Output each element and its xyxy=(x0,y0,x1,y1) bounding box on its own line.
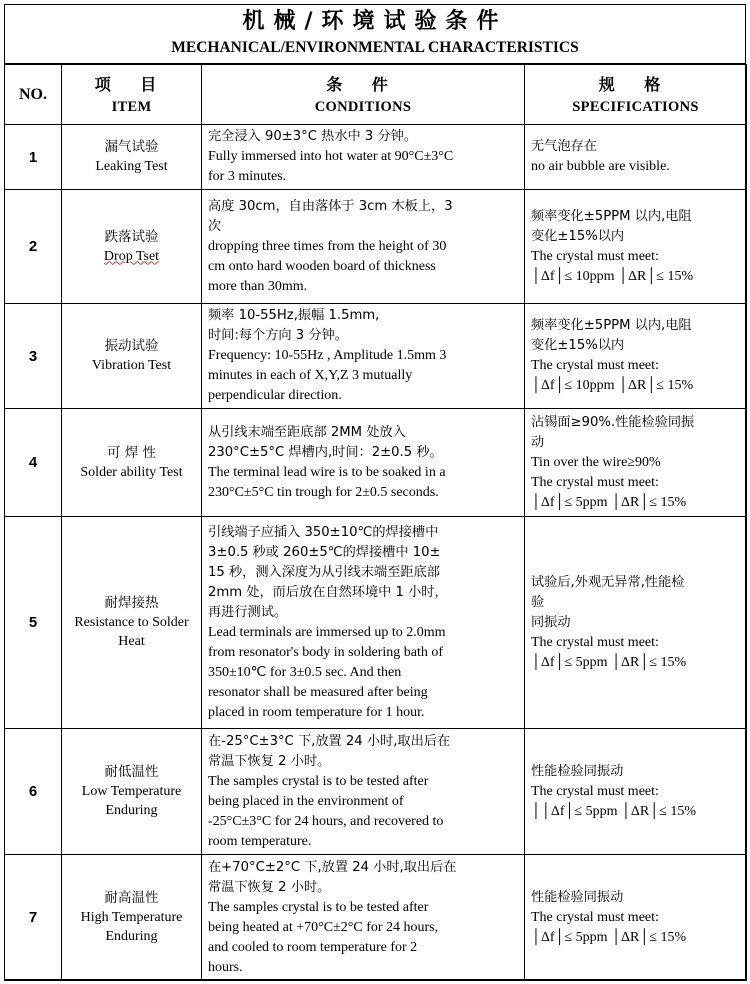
condition-line: Fully immersed into hot water at 90°C±3°C xyxy=(208,149,454,164)
condition-line: minutes in each of X,Y,Z 3 mutually xyxy=(208,368,413,383)
row-number: 3 xyxy=(5,304,62,409)
condition-line: 350±10℃ for 3±0.5 sec. And then xyxy=(208,664,402,680)
condition-line: for 3 minutes. xyxy=(208,169,287,184)
specification-line: 性能检验同振动 xyxy=(531,889,624,905)
item-cell xyxy=(62,517,202,729)
document-title xyxy=(5,5,745,64)
item-name-en: Leaking Test xyxy=(95,159,168,174)
row-number: 2 xyxy=(5,190,62,304)
conditions-cell xyxy=(202,190,525,304)
condition-line: dropping three times from the height of 30 xyxy=(208,238,447,254)
item-name-cn: 振动试验 xyxy=(104,338,159,354)
condition-line: being placed in the environment of xyxy=(208,793,404,809)
item-cell xyxy=(62,409,202,517)
item-cell xyxy=(62,855,202,981)
specifications-cell xyxy=(525,304,747,409)
specification-line: The crystal must meet: xyxy=(531,474,659,490)
condition-line: being heated at +70°C±2°C for 24 hours, xyxy=(208,919,439,935)
condition-line: and cooled to room temperature for 2 xyxy=(208,939,418,955)
specification-line: The crystal must meet: xyxy=(531,634,659,650)
specification-line: The crystal must meet: xyxy=(531,248,659,264)
header-specifications-cn: 规 格 xyxy=(598,74,673,94)
item-cell xyxy=(62,125,202,190)
specification-line: │Δf│≤ 10ppm │ΔR│≤ 15% xyxy=(531,268,694,284)
header-specifications-en: SPECIFICATIONS xyxy=(572,98,699,115)
specification-line: 动 xyxy=(531,434,545,450)
specification-line: 性能检验同振动 xyxy=(531,763,624,779)
condition-line: 从引线末端至距底部 2MM 处放入 xyxy=(208,424,406,440)
condition-line: 2mm 处，而后放在自然环境中 1 小时， xyxy=(208,584,448,600)
specification-line: The crystal must meet: xyxy=(531,783,659,799)
condition-line: perpendicular direction. xyxy=(208,388,342,403)
condition-line: 次 xyxy=(208,218,222,234)
condition-line: Frequency: 10-55Hz , Amplitude 1.5mm 3 xyxy=(208,348,447,363)
specification-line: 变化±15%以内 xyxy=(531,338,625,353)
table-header-row xyxy=(5,65,747,125)
specification-line: 沾锡面≥90%.性能检验同振 xyxy=(531,414,695,430)
condition-line: The samples crystal is to be tested after xyxy=(208,773,429,789)
condition-line: The samples crystal is to be tested after xyxy=(208,899,429,915)
condition-line: 时间:每个方向 3 分钟。 xyxy=(208,328,348,343)
specification-line: 无气泡存在 xyxy=(531,139,597,154)
title-english: MECHANICAL/ENVIRONMENTAL CHARACTERISTICS xyxy=(171,39,579,56)
row-number: 4 xyxy=(5,409,62,517)
condition-line: 230°C±5°C 焊槽内,时间：2±0.5 秒。 xyxy=(208,444,443,460)
item-name-cn: 耐高温性 xyxy=(104,890,159,906)
specifications-cell xyxy=(525,190,747,304)
specification-line: 频率变化±5PPM 以内,电阻 xyxy=(531,208,692,224)
conditions-cell xyxy=(202,304,525,409)
table-row xyxy=(5,517,747,729)
item-name-en: Resistance to Solder Heat xyxy=(74,615,189,649)
specification-line: The crystal must meet: xyxy=(531,358,659,373)
condition-line: 3±0.5 秒或 260±5℃的焊接槽中 10± xyxy=(208,544,441,560)
specification-line: no air bubble are visible. xyxy=(531,159,670,174)
condition-line: 常温下恢复 2 小时。 xyxy=(208,753,331,769)
condition-line: placed in room temperature for 1 hour. xyxy=(208,704,425,720)
row-number: 5 xyxy=(5,517,62,729)
condition-line: 完全浸入 90±3°C 热水中 3 分钟。 xyxy=(208,129,418,144)
specification-line: 验 xyxy=(531,594,545,610)
specifications-cell xyxy=(525,125,747,190)
header-item xyxy=(62,65,202,125)
specifications-cell xyxy=(525,729,747,855)
table-row xyxy=(5,729,747,855)
condition-line: 在-25°C±3°C 下,放置 24 小时,取出后在 xyxy=(208,733,451,749)
row-number: 7 xyxy=(5,855,62,981)
specification-line: │Δf│≤ 5ppm │ΔR│≤ 15% xyxy=(531,654,687,670)
specifications-cell xyxy=(525,409,747,517)
condition-line: 引线端子应插入 350±10℃的焊接槽中 xyxy=(208,524,439,540)
header-item-en: ITEM xyxy=(111,98,152,115)
header-item-cn: 项 目 xyxy=(94,74,169,94)
item-name-cn: 耐低温性 xyxy=(104,764,159,780)
condition-line: resonator shall be measured after being xyxy=(208,684,428,700)
conditions-cell xyxy=(202,855,525,981)
item-cell xyxy=(62,190,202,304)
specification-line: 同振动 xyxy=(531,614,571,630)
item-name-cn: 跌落试验 xyxy=(104,228,159,245)
title-chinese: 机械/环境试验条件 xyxy=(242,9,508,34)
item-name-cn: 耐焊接热 xyxy=(104,595,159,611)
conditions-cell xyxy=(202,729,525,855)
specification-line: 变化±15%以内 xyxy=(531,228,625,244)
condition-line: 频率 10-55Hz,振幅 1.5mm, xyxy=(208,308,380,323)
condition-line: 再进行测试。 xyxy=(208,604,288,620)
item-name-en: Low Temperature Enduring xyxy=(81,784,182,818)
condition-line: 常温下恢复 2 小时。 xyxy=(208,879,331,895)
conditions-cell xyxy=(202,409,525,517)
condition-line: more than 30mm. xyxy=(208,278,308,294)
condition-line: room temperature. xyxy=(208,833,312,849)
condition-line: -25°C±3°C for 24 hours, and recovered to xyxy=(208,813,444,829)
characteristics-table xyxy=(4,64,747,981)
condition-line: 230°C±5°C tin trough for 2±0.5 seconds. xyxy=(208,484,439,500)
condition-line: hours. xyxy=(208,959,243,975)
table-row xyxy=(5,190,747,304)
table-row xyxy=(5,304,747,409)
condition-line: cm onto hard wooden board of thickness xyxy=(208,258,436,274)
specifications-cell xyxy=(525,855,747,981)
item-name-en: Vibration Test xyxy=(91,358,172,373)
condition-line: from resonator's body in soldering bath of xyxy=(208,644,444,660)
header-conditions-en: CONDITIONS xyxy=(314,98,412,115)
specification-line: 试验后,外观无异常,性能检 xyxy=(531,574,685,590)
item-name-en: Solder ability Test xyxy=(80,464,183,480)
item-name-cn: 漏气试验 xyxy=(104,139,159,155)
header-specifications xyxy=(525,65,747,125)
condition-line: 在+70°C±2°C 下,放置 24 小时,取出后在 xyxy=(208,859,457,875)
table-row xyxy=(5,125,747,190)
conditions-cell xyxy=(202,517,525,729)
header-conditions xyxy=(202,65,525,125)
specification-line: The crystal must meet: xyxy=(531,909,659,925)
condition-line: 15 秒，测入深度为从引线末端至距底部 xyxy=(208,564,440,580)
header-no: NO. xyxy=(5,65,62,125)
spec-sheet xyxy=(4,4,746,980)
specification-line: │Δf│≤ 5ppm │ΔR│≤ 15% xyxy=(531,494,687,510)
specification-line: ││Δf│≤ 5ppm │ΔR│≤ 15% xyxy=(531,803,697,819)
specification-line: 频率变化±5PPM 以内,电阻 xyxy=(531,318,692,333)
item-name-en: Drop Tset xyxy=(103,248,160,264)
row-number: 6 xyxy=(5,729,62,855)
specifications-cell xyxy=(525,517,747,729)
condition-line: Lead terminals are immersed up to 2.0mm xyxy=(208,624,446,640)
row-number: 1 xyxy=(5,125,62,190)
item-name-en: High Temperature Enduring xyxy=(80,910,183,944)
specification-line: Tin over the wire≥90% xyxy=(531,454,661,470)
specification-line: │Δf│≤ 5ppm │ΔR│≤ 15% xyxy=(531,929,687,945)
specification-line: │Δf│≤ 10ppm │ΔR│≤ 15% xyxy=(531,378,694,393)
item-name-cn: 可 焊 性 xyxy=(106,444,157,461)
table-row xyxy=(5,855,747,981)
item-cell xyxy=(62,729,202,855)
conditions-cell xyxy=(202,125,525,190)
table-row xyxy=(5,409,747,517)
header-conditions-cn: 条 件 xyxy=(326,74,400,94)
condition-line: 高度 30cm，自由落体于 3cm 木板上，3 xyxy=(208,198,453,214)
item-cell xyxy=(62,304,202,409)
condition-line: The terminal lead wire is to be soaked in a xyxy=(208,464,446,480)
